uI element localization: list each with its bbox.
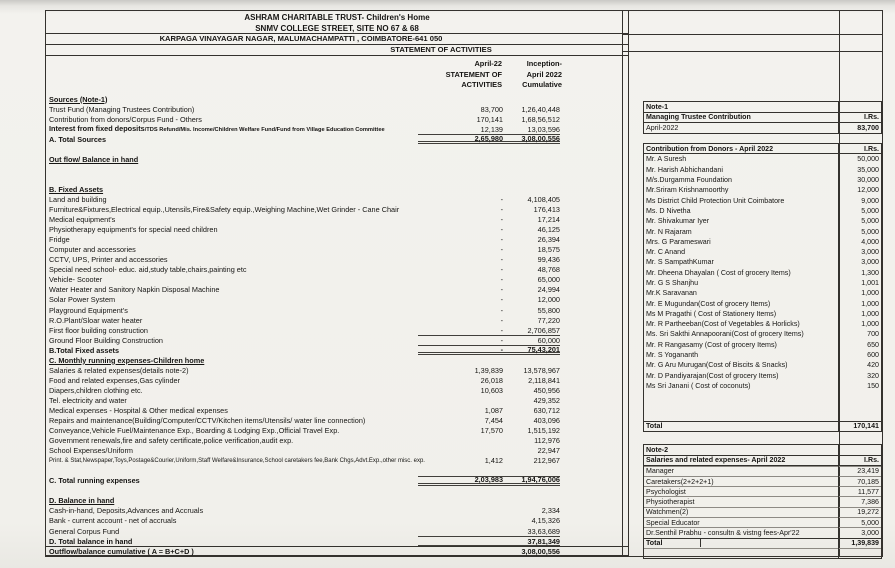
donor-row: Mr.Sriram Krishnamoorthy 12,000 bbox=[646, 186, 879, 195]
statement-row: A. Total Sources 2,65,980 3,08,00,556 bbox=[49, 133, 560, 144]
donor-row: Ms District Child Protection Unit Coimbatore 9,000 bbox=[646, 196, 879, 205]
april-22-value: - bbox=[500, 205, 503, 215]
april-22-value: 26,018 bbox=[480, 375, 503, 385]
statement-row: Medical expenses - Hospital & Other medical expenses 1,087 630,712 bbox=[49, 405, 560, 415]
statement-row: Food and related expenses,Gas cylinder 26,018 2,118,841 bbox=[49, 375, 560, 385]
donor-row: Mr. D Pandiyarajan(Cost of grocery Items) 320 bbox=[646, 371, 879, 380]
cumulative-value: 18,575 bbox=[537, 245, 560, 255]
april-22-value: 2,03,983 bbox=[474, 475, 503, 485]
statement-row: Special need school- educ. aid,study table,chairs,painting etc - 48,768 bbox=[49, 265, 560, 275]
donors-header-row: Contribution from Donors - April 2022 I.Rs. bbox=[646, 144, 879, 153]
april-22-value: - bbox=[500, 275, 503, 285]
april-22-value: 7,454 bbox=[484, 416, 503, 426]
main-statement-table bbox=[45, 10, 629, 557]
salaries-total-row: Total 1,39,839 bbox=[646, 539, 879, 548]
donor-row: Mr. S Yogananth 600 bbox=[646, 351, 879, 360]
donor-row: Mr. A Suresh 50,000 bbox=[646, 155, 879, 164]
cumulative-value: 1,515,192 bbox=[527, 426, 560, 436]
donor-row: Mr. G Aru Murugan(Cost of Biscits & Snacks) 420 bbox=[646, 361, 879, 370]
cumulative-value: 37,81,349 bbox=[527, 536, 560, 546]
cumulative-value: 22,947 bbox=[537, 446, 560, 456]
statement-title-row bbox=[46, 45, 628, 56]
cumulative-value: 1,94,76,006 bbox=[521, 475, 560, 485]
april-22-value: - bbox=[500, 225, 503, 235]
april-22-value: 1,087 bbox=[484, 405, 503, 415]
statement-row: Ground Floor Building Construction - 60,000 bbox=[49, 335, 560, 346]
cumulative-value: 630,712 bbox=[533, 405, 560, 415]
statement-row: Bank - current account - net of accruals 4,15,326 bbox=[49, 516, 560, 526]
april-22-value: - bbox=[500, 215, 503, 225]
april-22-value: 2,65,980 bbox=[474, 133, 503, 143]
statement-row: Outflow/balance cumulative ( A = B+C+D ) 3,08,00,556 bbox=[46, 546, 628, 556]
april-22-value: - bbox=[500, 235, 503, 245]
statement-row: C. Monthly running expenses-Children home bbox=[49, 355, 205, 365]
april-22-value: - bbox=[500, 305, 503, 315]
cumulative-value: 3,08,00,556 bbox=[521, 546, 560, 556]
cumulative-value: 60,000 bbox=[537, 336, 560, 346]
salaries-empty-row bbox=[644, 548, 881, 558]
cumulative-value: 13,578,967 bbox=[523, 365, 560, 375]
april-22-value: - bbox=[500, 336, 503, 346]
cumulative-value: 1,68,56,512 bbox=[521, 114, 560, 124]
donor-row: Mr. Harish Abhichandani 35,000 bbox=[646, 165, 879, 174]
salaries-header-row: Salaries and related expenses- April 2022 I.Rs. bbox=[646, 456, 879, 465]
april-22-value: 83,700 bbox=[480, 104, 503, 114]
statement-row: Medical equipment's - 17,214 bbox=[49, 215, 560, 225]
org-address-row bbox=[46, 34, 628, 45]
salary-row: Dr.Senthil Prabhu - consultn & vistng fees-Apr'22 3,000 bbox=[646, 529, 879, 538]
cumulative-value: 75,43,201 bbox=[527, 344, 560, 354]
statement-row: Tel. electricity and water 429,352 bbox=[49, 395, 560, 405]
statement-row: Trust Fund (Managing Trustees Contribution) 83,700 1,26,40,448 bbox=[49, 104, 560, 114]
donor-row: Mrs. G Parameswari 4,000 bbox=[646, 237, 879, 246]
statement-row: Print. & Stat,Newspaper,Toys,Postage&Courier,Uniform,Staff Welfare&Insurance,School caretakers fee,Bank Chgs,Advt.Exp.,other misc. exp. 1,412 212,967 bbox=[49, 456, 560, 466]
statement-row: Computer and accessories - 18,575 bbox=[49, 245, 560, 255]
donor-row: Ms. Sri Sakthi Annapoorani(Cost of grocery Items) 700 bbox=[646, 330, 879, 339]
april-22-value: 10,603 bbox=[480, 385, 503, 395]
statement-row: Out flow/ Balance in hand bbox=[49, 154, 139, 164]
period-column-header: April-22 STATEMENT OF ACTIVITIES bbox=[445, 59, 502, 89]
april-22-value: - bbox=[500, 295, 503, 305]
cumulative-value: 12,000 bbox=[537, 295, 560, 305]
april-22-value: - bbox=[500, 194, 503, 204]
donor-row: M/s.Durgamma Foundation 30,000 bbox=[646, 176, 879, 185]
statement-row: Land and building - 4,108,405 bbox=[49, 194, 560, 204]
statement-row bbox=[46, 466, 628, 476]
donor-row: Mr. E Mugundan(Cost of grocery Items) 1,000 bbox=[646, 299, 879, 308]
cumulative-value: 33,63,689 bbox=[527, 526, 560, 536]
cumulative-value: 4,15,326 bbox=[531, 516, 560, 526]
april-22-value: - bbox=[500, 245, 503, 255]
cumulative-value: 2,334 bbox=[541, 506, 560, 516]
statement-row: Diapers,children clothing etc. 10,603 450,956 bbox=[49, 385, 560, 395]
statement-row: Playground Equipment's - 55,800 bbox=[49, 305, 560, 315]
april-22-value: 1,39,839 bbox=[474, 365, 503, 375]
cumulative-column-header: Inception- April 2022 Cumulative bbox=[522, 59, 562, 89]
salary-row: Psychologist 11,577 bbox=[646, 487, 879, 496]
statement-row: D. Total balance in hand 37,81,349 bbox=[49, 536, 560, 546]
april-22-value: - bbox=[500, 344, 503, 354]
donor-row: Mr. R Partheeban(Cost of Vegetables & Horlicks) 1,000 bbox=[646, 320, 879, 329]
april-22-value: 17,570 bbox=[480, 426, 503, 436]
cumulative-value: 26,394 bbox=[537, 235, 560, 245]
donor-row: Mr. Dheena Dhayalan ( Cost of grocery Items) 1,300 bbox=[646, 268, 879, 277]
statement-row: Furniture&Fixtures,Electrical equip.,Utensils,Fire&Safety equip.,Weighing Machine,Wet Grinder - Cane Chair - 176,413 bbox=[49, 205, 560, 215]
statement-row: D. Balance in hand bbox=[49, 496, 115, 506]
april-22-value: - bbox=[500, 315, 503, 325]
statement-row: Solar Power System - 12,000 bbox=[49, 295, 560, 305]
cumulative-value: 48,768 bbox=[537, 265, 560, 275]
notes-grid-line bbox=[623, 51, 882, 52]
april-22-value: 1,412 bbox=[484, 456, 503, 466]
statement-row: Conveyance,Vehicle Fuel/Maintenance Exp., Boarding & Lodging Exp.,Official Travel Exp. 17,570 1,515,192 bbox=[49, 426, 560, 436]
april-22-value: 170,141 bbox=[476, 114, 503, 124]
donor-row: Mr. N Rajaram 5,000 bbox=[646, 227, 879, 236]
cumulative-value: 55,800 bbox=[537, 305, 560, 315]
cumulative-value: 99,436 bbox=[537, 255, 560, 265]
cumulative-value: 46,125 bbox=[537, 225, 560, 235]
salary-row: Special Educator 5,000 bbox=[646, 518, 879, 527]
org-address: KARPAGA VINAYAGAR NAGAR, MALUMACHAMPATTI , COIMBATORE-641 050 bbox=[159, 34, 443, 43]
statement-row: Repairs and maintenance(Building/Computer/CCTV/Kitchen items/Utensils/ water line connection) 7,454 403,096 bbox=[49, 416, 560, 426]
salary-row: Watchmen(2) 19,272 bbox=[646, 508, 879, 517]
cumulative-value: 112,976 bbox=[534, 436, 560, 446]
statement-row: Salaries & related expenses(details note-2) 1,39,839 13,578,967 bbox=[49, 365, 560, 375]
april-22-value: - bbox=[500, 285, 503, 295]
note1-label: Note-1 bbox=[646, 103, 669, 112]
statement-row: Sources (Note-1) bbox=[49, 94, 108, 104]
april-22-value: 12,139 bbox=[480, 124, 503, 134]
cumulative-value: 17,214 bbox=[537, 215, 560, 225]
statement-row: Government renewals,fire and safety certificate,police verification,audit exp. 112,976 bbox=[49, 436, 560, 446]
statement-row: Cash-in-hand, Deposits,Advances and Accruals 2,334 bbox=[49, 506, 560, 516]
statement-row: Vehicle- Scooter - 65,000 bbox=[49, 275, 560, 285]
note2-label-row bbox=[644, 445, 881, 455]
donor-row: Ms M Pragathi ( Cost of Stationery Items) 1,000 bbox=[646, 309, 879, 318]
cumulative-value: 4,108,405 bbox=[527, 194, 560, 204]
statement-row: First floor building construction - 2,706,857 bbox=[49, 325, 560, 335]
donors-table bbox=[643, 143, 882, 432]
statement-row bbox=[46, 164, 628, 174]
statement-row: CCTV, UPS, Printer and accessories - 99,436 bbox=[49, 255, 560, 265]
donor-row: Ms. D Nivetha 5,000 bbox=[646, 206, 879, 215]
donor-row: Mr. C Anand 3,000 bbox=[646, 248, 879, 257]
april-22-value: - bbox=[500, 325, 503, 335]
cumulative-value: 2,706,857 bbox=[527, 325, 560, 335]
donor-row: Mr. G S Shanjhu 1,001 bbox=[646, 279, 879, 287]
cumulative-value: 24,994 bbox=[537, 285, 560, 295]
cumulative-value: 212,967 bbox=[533, 456, 560, 466]
statement-row: C. Total running expenses 2,03,983 1,94,76,006 bbox=[49, 475, 560, 486]
donor-row: Mr. R Rangasamy (Cost of grocery Items) 650 bbox=[646, 340, 879, 349]
org-title-box bbox=[46, 11, 628, 34]
cumulative-value: 13,03,596 bbox=[527, 124, 560, 134]
statement-row: Contribution from donors/Corpus Fund - Others 170,141 1,68,56,512 bbox=[49, 114, 560, 124]
cumulative-value: 176,413 bbox=[533, 205, 560, 215]
statement-row bbox=[46, 174, 628, 184]
statement-row: R.O.Plant/Sloar water heater - 77,220 bbox=[49, 315, 560, 325]
donors-total-row: Total 170,141 bbox=[646, 422, 879, 431]
statement-row: School Expenses/Uniform 22,947 bbox=[49, 446, 560, 456]
note1-box bbox=[643, 101, 882, 134]
statement-row: B.Total Fixed assets - 75,43,201 bbox=[49, 344, 560, 355]
statement-row: Fridge - 26,394 bbox=[49, 235, 560, 245]
notes-grid-line bbox=[623, 34, 882, 35]
cumulative-value: 1,26,40,448 bbox=[521, 104, 560, 114]
cumulative-value: 77,220 bbox=[537, 315, 560, 325]
statement-row: Physiotherapy equipment's for special need children - 46,125 bbox=[49, 225, 560, 235]
statement-row bbox=[46, 486, 628, 496]
donor-row: Mr. S SampathKumar 3,000 bbox=[646, 258, 879, 267]
org-street: SNMV COLLEGE STREET, SITE NO 67 & 68 bbox=[255, 24, 419, 33]
statement-row: Interest from fixed deposits/TDS Refund/Mis. Income/Children Welfare Fund/Fund from Village Education Committee 12,139 13,03,596 bbox=[49, 123, 560, 134]
cumulative-value: 450,956 bbox=[533, 385, 560, 395]
managing-header-row: Managing Trustee Contribution I.Rs. bbox=[646, 113, 879, 122]
managing-amount-row: April-2022 83,700 bbox=[646, 123, 879, 132]
cumulative-value: 403,096 bbox=[533, 416, 560, 426]
donor-row: Mr.K Saravanan 1,000 bbox=[646, 289, 879, 298]
statement-title: STATEMENT OF ACTIVITIES bbox=[390, 45, 492, 54]
org-title: ASHRAM CHARITABLE TRUST- Children's Home bbox=[244, 13, 430, 22]
statement-row: Water Heater and Sanitory Napkin Disposal Machine - 24,994 bbox=[49, 285, 560, 295]
cumulative-value: 429,352 bbox=[533, 395, 560, 405]
column-headers bbox=[46, 56, 628, 94]
note1-label-row bbox=[644, 102, 881, 112]
april-22-value: - bbox=[500, 265, 503, 275]
note2-label: Note-2 bbox=[646, 446, 669, 455]
salaries-table bbox=[643, 444, 882, 559]
statement-row bbox=[46, 144, 628, 154]
april-22-value: - bbox=[500, 255, 503, 265]
notes-panel bbox=[622, 10, 883, 557]
statement-rows bbox=[46, 94, 628, 556]
statement-row: B. Fixed Assets bbox=[49, 184, 104, 194]
cumulative-value: 3,08,00,556 bbox=[521, 133, 560, 143]
donor-row: Mr. Shivakumar Iyer 5,000 bbox=[646, 217, 879, 226]
salary-row: Caretakers(2+2+2+1) 70,185 bbox=[646, 477, 879, 486]
salary-row: Manager 23,419 bbox=[646, 467, 879, 476]
donor-row: Ms Sri Janani ( Cost of coconuts) 150 bbox=[646, 381, 879, 390]
salary-row: Physiotherapist 7,386 bbox=[646, 498, 879, 507]
cumulative-value: 65,000 bbox=[537, 275, 560, 285]
statement-row: General Corpus Fund 33,63,689 bbox=[49, 526, 560, 536]
cumulative-value: 2,118,841 bbox=[528, 375, 560, 385]
